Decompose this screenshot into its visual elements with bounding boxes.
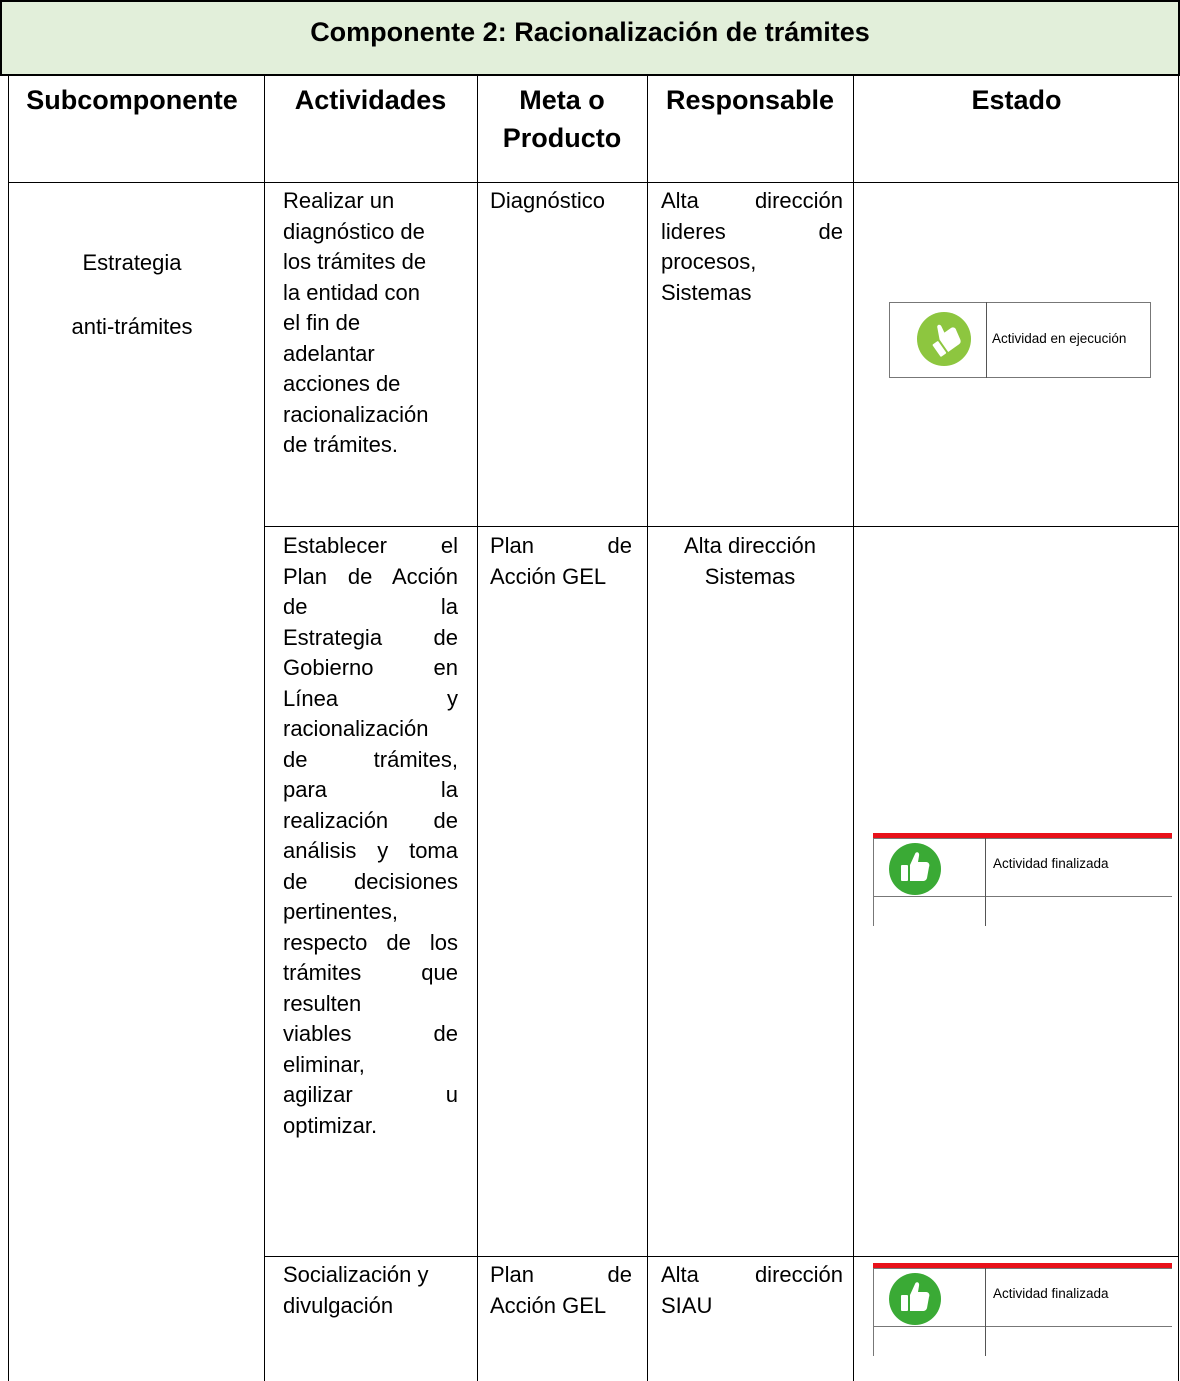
row1-meta-line: Diagnóstico [490,188,605,213]
row1-actividad-line: diagnóstico de [283,218,425,244]
row1-actividad-line: de trámites. [283,432,398,457]
subcomponente-line2: anti-trámites [71,314,193,339]
header-responsable-label: Responsable [665,85,835,115]
row2-responsable-line: Alta dirección [683,533,817,558]
row1-actividad-line: racionalización [283,401,429,427]
table-title-band [0,0,1180,76]
row2-actividad-line: para la [283,777,458,802]
thumbs-up-icon [917,312,971,366]
row3-actividad-line: Socialización y [283,1262,429,1287]
row2-responsable-line: Sistemas [704,563,796,589]
row2-actividad-line: agilizar u [283,1082,458,1107]
grid-line [477,76,478,1381]
header-subcomponente [0,76,264,182]
header-actividades [264,76,477,182]
badge-border [873,1268,1172,1269]
row1-actividad-line: los trámites de [283,249,427,274]
grid-line [1178,76,1179,1381]
row3-responsable-line: SIAU [661,1292,713,1318]
row1-actividad [283,186,458,461]
row2-actividad-line: de trámites, [283,746,458,772]
status-label: Actividad en ejecución [992,331,1127,346]
badge-border [1150,302,1151,378]
row3-meta [490,1260,632,1321]
table-title: Componente 2: Racionalización de trámites [310,17,870,47]
badge-border [889,377,1151,378]
grid-line [264,526,1179,527]
header-actividades-label: Actividades [294,85,447,115]
row1-responsable-line: procesos, [661,249,757,274]
row2-meta-line: Acción GEL [490,563,607,589]
row2-actividad-line: eliminar, [283,1051,365,1077]
row2-meta [490,531,632,592]
row1-actividad-line: adelantar [283,340,375,366]
header-responsable [647,76,853,182]
row2-actividad-line: trámites que [283,960,458,985]
row2-actividad-line: resulten [283,990,362,1016]
badge-divider [985,1268,986,1356]
thumbs-up-icon [889,1273,941,1325]
row2-meta-line: Plan de [490,533,632,558]
row1-actividad-line: Realizar un [283,188,395,213]
status-badge-in-progress [889,302,1151,378]
row2-actividad-line: optimizar. [283,1112,378,1138]
row3-meta-line: Plan de [490,1262,632,1287]
grid-line [264,1256,1179,1257]
row3-responsable-line: Alta dirección [661,1262,843,1287]
status-label: Actividad finalizada [993,856,1109,871]
badge-border [889,302,1151,303]
status-label: Actividad finalizada [993,1286,1109,1301]
grid-line [647,76,648,1381]
header-meta-line2: Producto [502,123,622,153]
badge-divider [986,302,987,378]
row1-meta [490,186,632,217]
row2-actividad-line: viables de [283,1021,458,1046]
row3-responsable [661,1260,843,1321]
row2-actividad-line: Establecer el [283,533,458,558]
status-badge-finished [873,838,1172,926]
row1-actividad-line: acciones de [283,371,401,396]
badge-border [873,1326,1172,1327]
row1-actividad-line: el fin de [283,310,361,335]
row2-actividad-line: pertinentes, [283,899,398,924]
subcomponente-line1: Estrategia [82,250,182,275]
row1-responsable [661,186,843,308]
row2-actividad-line: de decisiones [283,868,458,894]
row1-responsable-line: Alta dirección [661,188,843,213]
row2-actividad [283,531,458,1141]
header-estado [853,76,1180,182]
badge-border [873,838,1172,839]
row3-actividad [283,1260,458,1321]
row1-responsable-line: lideres de [661,218,843,244]
grid-line [264,76,265,1381]
badge-border [873,838,874,926]
row2-responsable [661,531,839,592]
row3-actividad-line: divulgación [283,1292,394,1318]
header-meta-line1: Meta o [519,85,605,115]
status-badge-finished [873,1268,1172,1356]
row2-actividad-line: análisis y toma [283,838,458,863]
row2-actividad-line: racionalización [283,716,429,741]
badge-border [873,1268,874,1356]
header-subcomponente-label: Subcomponente [26,85,238,115]
header-meta [477,76,647,182]
row1-responsable-line: Sistemas [661,279,752,305]
thumbs-up-icon [889,843,941,895]
grid-line [8,76,9,1381]
row2-actividad-line: respecto de los [283,929,458,955]
row2-actividad-line: Línea y [283,685,458,711]
row2-actividad-line: Gobierno en [283,655,458,680]
badge-border [889,302,890,378]
row2-actividad-line: realización de [283,807,458,833]
row3-meta-line: Acción GEL [490,1292,607,1318]
row2-actividad-line: de la [283,594,458,619]
header-estado-label: Estado [971,85,1062,115]
badge-border [873,896,1172,897]
row1-actividad-line: la entidad con [283,279,420,305]
grid-line [853,76,854,1381]
row2-actividad-line: Estrategia de [283,624,458,650]
badge-divider [985,838,986,926]
grid-line [8,182,1179,183]
row2-actividad-line: Plan de Acción [283,563,458,589]
